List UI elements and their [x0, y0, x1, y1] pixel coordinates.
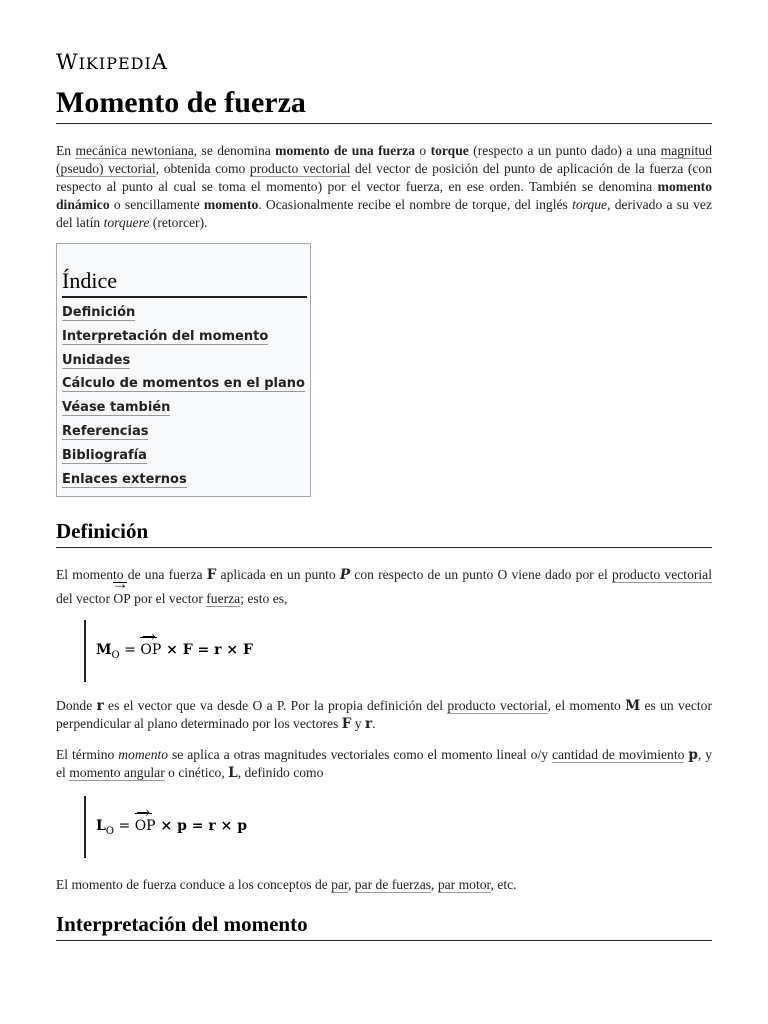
link-par-motor[interactable]: par motor	[437, 877, 491, 892]
toc-item[interactable]: Unidades	[62, 352, 131, 368]
section-heading-definicion: Definición	[56, 518, 712, 548]
definition-paragraph-3: El término momento se aplica a otras magnitudes vectoriales como el momento lineal o/y cantidad de movimiento p, y el momento angular o cinético, L, definido como	[56, 747, 712, 781]
toc-item[interactable]: Referencias	[62, 423, 149, 439]
link-producto-vectorial[interactable]: producto vectorial	[249, 161, 351, 176]
table-of-contents	[56, 243, 311, 497]
toc-list	[62, 304, 305, 494]
formula-moment: $M_O$ = → OP × F = r × F	[84, 620, 86, 682]
section-heading-interpretacion: Interpretación del momento	[56, 911, 712, 941]
link-fuerza[interactable]: fuerza	[206, 591, 241, 606]
link-momento-angular[interactable]: momento angular	[69, 765, 165, 780]
definition-paragraph-4: El momento de fuerza conduce a los conceptos de par, par de fuerzas, par motor, etc.	[56, 877, 517, 892]
link-par-de-fuerzas[interactable]: par de fuerzas	[354, 877, 432, 892]
intro-paragraph: En mecánica newtoniana, se denomina momento de una fuerza o torque (respecto a un punto dado) a una magnitud (pseudo) vectorial, obtenida como producto vectorial del vector de posición del punto de aplicación de la fuerza (con respecto al punto al cual se toma el momento) por el vector fuerza, en ese orden. También se denomina momento dinámico o sencillamente momento. Ocasionalmente recibe el nombre de torque, del inglés torque, derivado a su vez del latín torquere (retorcer).	[56, 143, 712, 230]
link-producto-vectorial[interactable]: producto vectorial	[611, 567, 712, 582]
toc-item[interactable]: Enlaces externos	[62, 471, 187, 487]
wikipedia-wordmark[interactable]: WIKIPEDIA	[56, 50, 168, 74]
toc-item[interactable]: Cálculo de momentos en el plano	[62, 376, 305, 392]
link-producto-vectorial-2[interactable]: producto vectorial	[447, 698, 548, 713]
definition-paragraph-2: Donde r es el vector que va desde O a P. Por la propia definición del producto vectorial, el momento M es un vector perpendicular al plano determinado por los vectores F y r.	[56, 698, 712, 732]
page-title: Momento de fuerza	[56, 86, 712, 124]
formula-angular-momentum: $L_O$ = → OP × p = r × p	[84, 796, 86, 858]
link-par[interactable]: par	[331, 877, 348, 892]
vector-op: → OP	[113, 587, 130, 611]
toc-title: Índice	[62, 268, 307, 298]
toc-item[interactable]: Interpretación del momento	[62, 328, 269, 344]
toc-item[interactable]: Definición	[62, 305, 136, 320]
toc-item[interactable]: Véase también	[62, 400, 171, 416]
toc-item[interactable]: Bibliografía	[62, 447, 147, 463]
definition-paragraph-1: El momento de una fuerza F aplicada en un punto P con respecto de un punto O viene dado por el producto vectorial del vector → OP por el vector fuerza; esto es,	[56, 563, 712, 611]
link-mecanica-newtoniana[interactable]: mecánica newtoniana	[75, 143, 194, 158]
link-magnitud-vectorial[interactable]: magnitud (pseudo) vectorial	[56, 143, 712, 176]
link-cantidad-de-movimiento[interactable]: cantidad de movimiento	[551, 747, 685, 762]
